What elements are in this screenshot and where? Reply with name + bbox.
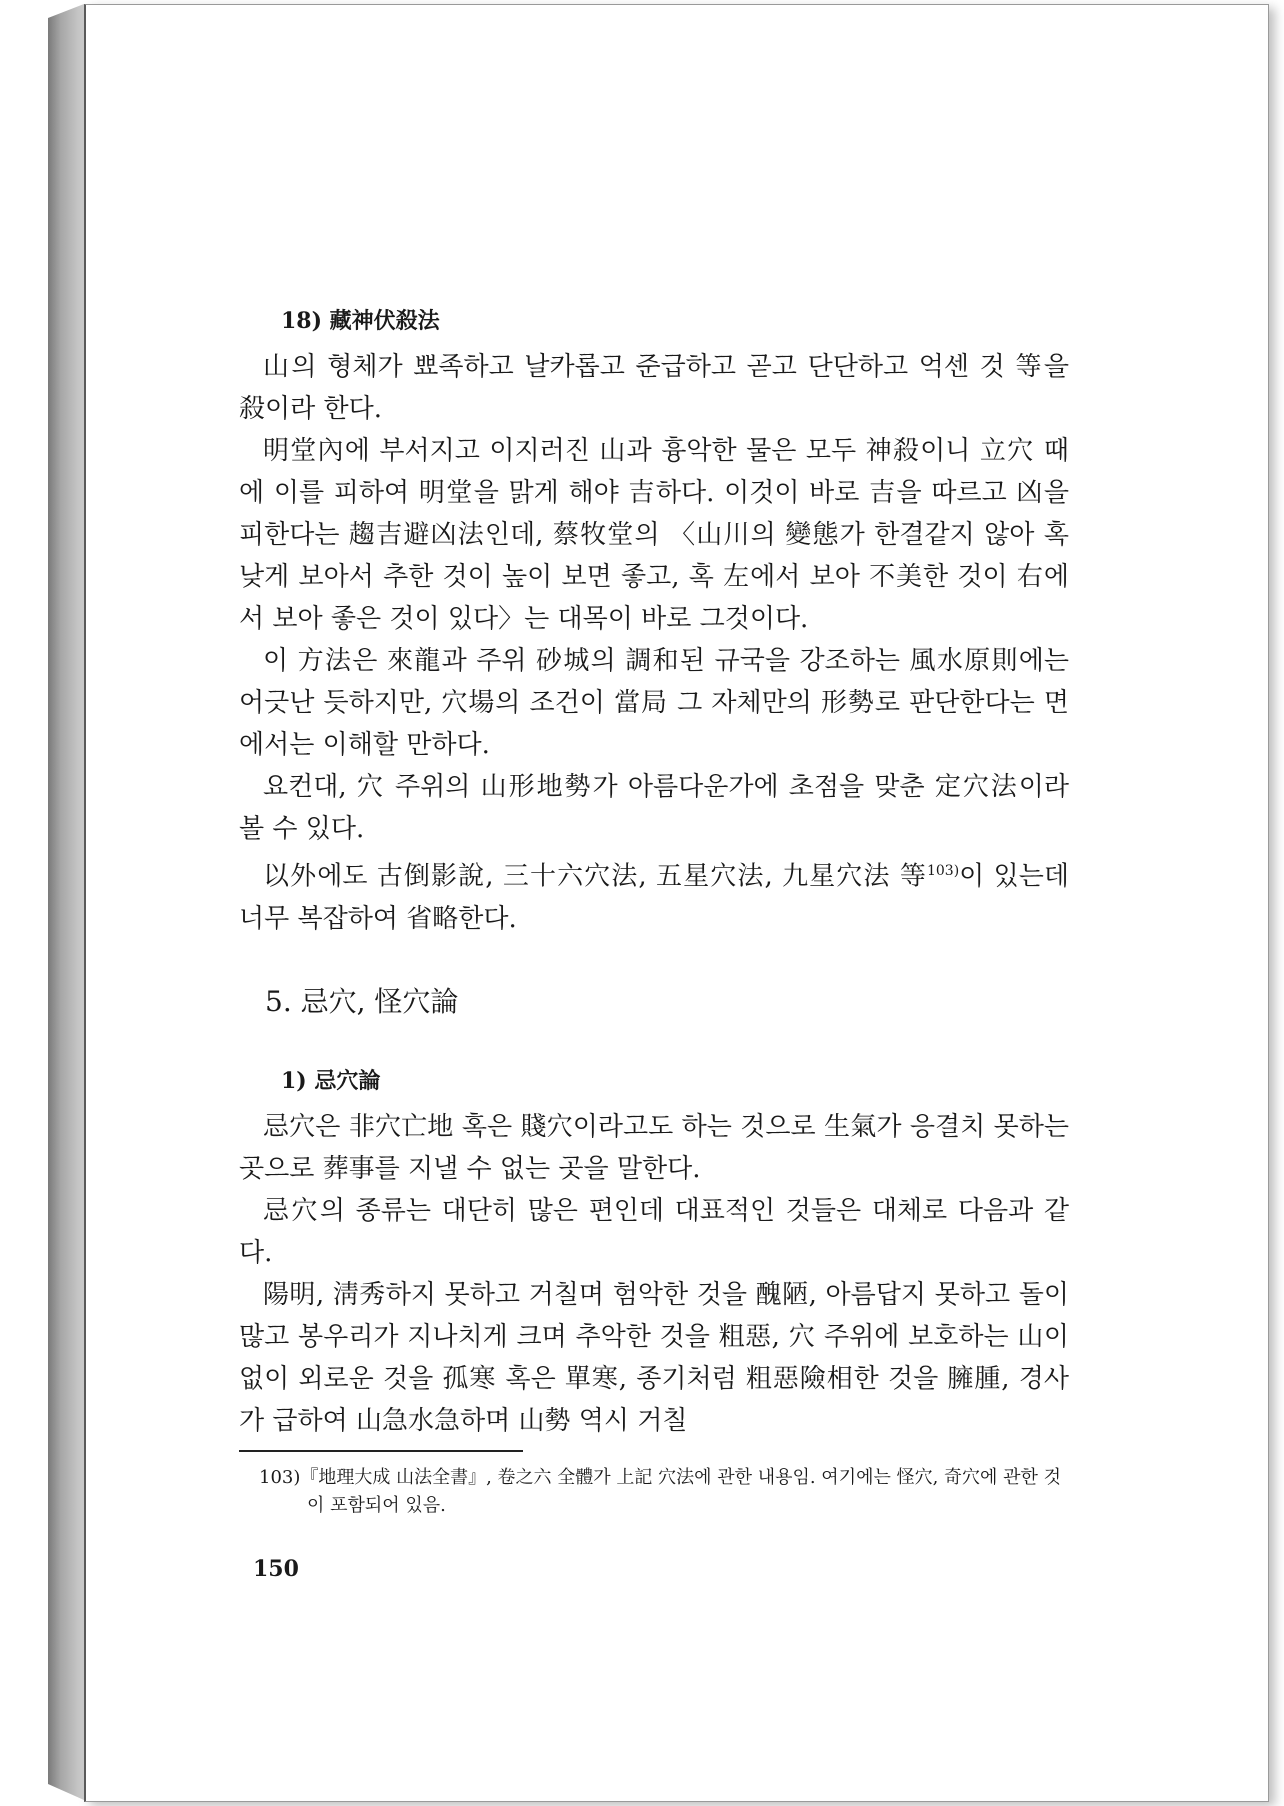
paragraph: 山의 형체가 뾰족하고 날카롭고 준급하고 곧고 단단하고 억센 것 等을 殺이라 한다. [239,352,1069,424]
page-content [239,304,1069,1582]
paragraph-with-footnote-ref [239,850,1069,940]
chapter-title: 5. 忌穴, 怪穴論 [265,984,459,1018]
section-title-18: 18) 藏神伏殺法 [281,308,440,334]
page-number: 150 [253,1555,299,1582]
paragraph-text: 이 있는데 너무 복잡하여 省略한다. [239,861,1069,934]
paragraph: 요컨대, 穴 주위의 山形地勢가 아름다운가에 초점을 맞춘 定穴法이라 볼 수 있다. [239,772,1069,844]
paragraph: 이 方法은 來龍과 주위 砂城의 調和된 규국을 강조하는 風水原則에는 어긋난 듯하지만, 穴場의 조건이 當局 그 자체만의 形勢로 판단한다는 면에서는 이해할 만하다. [239,646,1069,760]
paragraph: 忌穴은 非穴亡地 혹은 賤穴이라고도 하는 것으로 生氣가 응결치 못하는 곳으로 葬事를 지낼 수 없는 곳을 말한다. [239,1111,1069,1184]
footnote-reference: 103) [926,863,960,879]
footnote: 103)『地理大成 山法全書』, 卷之六 全體가 上記 穴法에 관한 내용임. 여기에는 怪穴, 奇穴에 관한 것이 포함되어 있음. [259,1466,1062,1516]
book-spine-edge [48,4,84,1800]
paragraph: 忌穴의 종류는 대단히 많은 편인데 대표적인 것들은 대체로 다음과 같다. [239,1195,1069,1268]
footnote-divider [239,1450,523,1452]
section-title-1: 1) 忌穴論 [281,1067,381,1094]
paragraph-text: 以外에도 古倒影說, 三十六穴法, 五星穴法, 九星穴法 等 [263,861,927,892]
paragraph: 明堂內에 부서지고 이지러진 山과 흉악한 물은 모두 神殺이니 立穴 때에 이를 피하여 明堂을 맑게 해야 吉하다. 이것이 바로 吉을 따르고 凶을 피한다는 趨吉避凶法인데, 蔡牧堂의 〈山川의 變態가 한결같지 않아 혹 낮게 보아서 추한 것이 높이 보면 좋고, 혹 左에서 보아 不美한 것이 右에서 보아 좋은 것이 있다〉는 대목이 바로 그것이다. [239,436,1069,634]
paragraph: 陽明, 淸秀하지 못하고 거칠며 험악한 것을 醜陋, 아름답지 못하고 돌이 많고 봉우리가 지나치게 크며 추악한 것을 粗惡, 穴 주위에 보호하는 山이 없이 외로운 것을 孤寒 혹은 單寒, 종기처럼 粗惡險相한 것을 臃腫, 경사가 급하여 山急水急하며 山勢 역시 거칠 [239,1279,1069,1436]
